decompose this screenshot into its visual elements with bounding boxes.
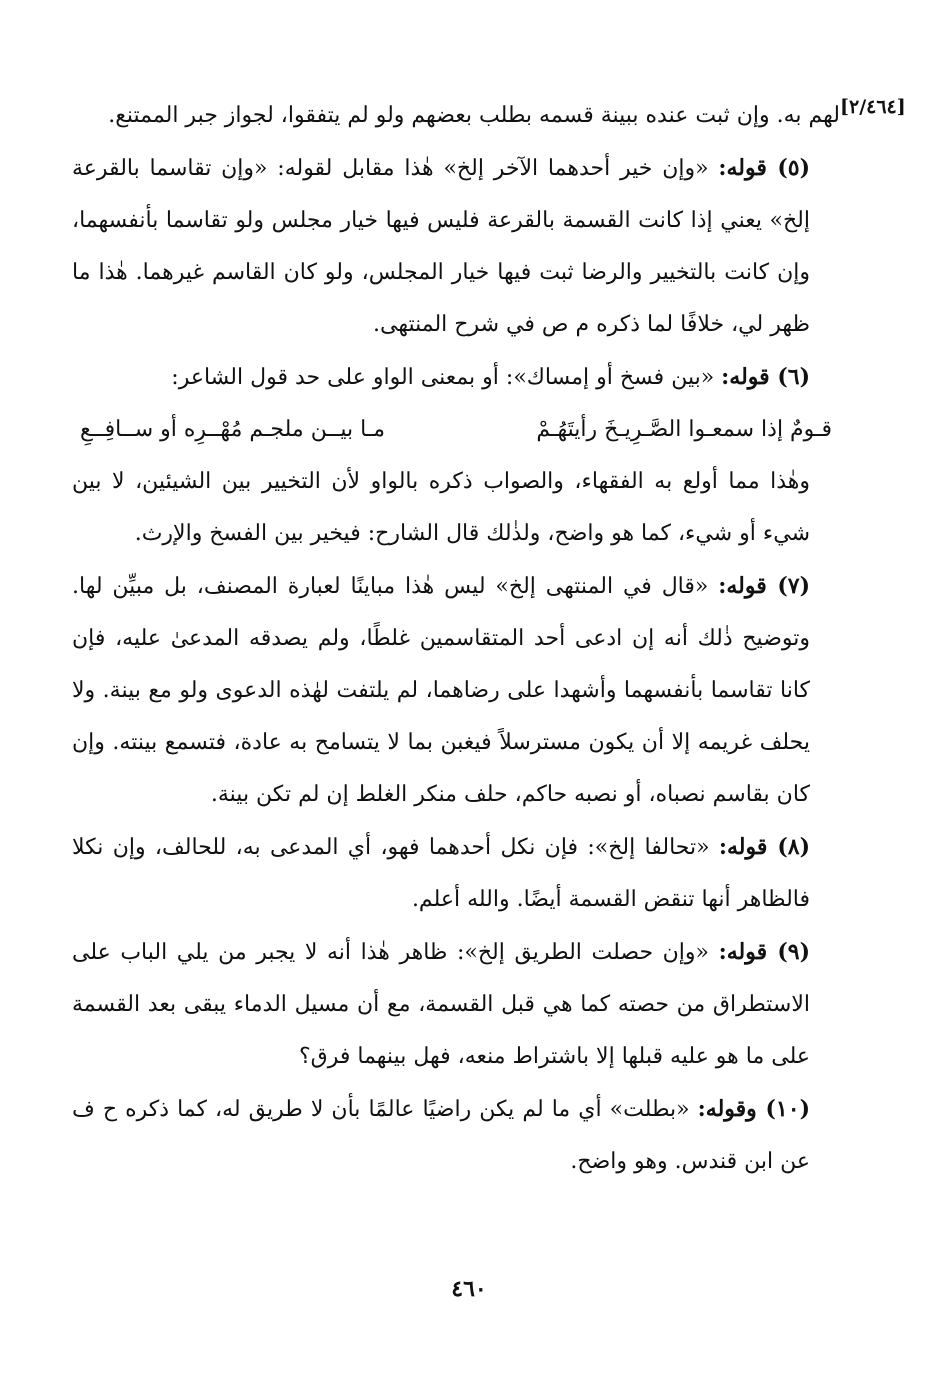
note-lead: (٥) قوله:	[718, 155, 810, 181]
note-6-continuation	[72, 456, 840, 560]
note-text: «بين فسخ أو إمساك»: أو بمعنى الواو على حد قول الشاعر:	[171, 365, 715, 390]
note-text: «وإن حصلت الطريق إلخ»: ظاهر هٰذا أنه لا يجبر من يلي الباب على الاستطراق من حصته كما هي قبل القسمة، مع أن مسيل الدماء يبقى بعد القسمة على ما هو عليه قبلها إلا باشتراط منعه، فهل بينهما فرق؟	[72, 940, 811, 1069]
note-lead: (٩) قوله:	[718, 939, 810, 965]
note-10	[72, 1083, 840, 1188]
note-text: «قال في المنتهى إلخ» ليس هٰذا مباينًا لعبارة المصنف، بل مبيِّن لها. وتوضيح ذٰلك أنه إن ادعى أحد المتقاسمين غلطًا، ولم يصدقه المدعىٰ عليه، فإن كانا تقاسما بأنفسهما وأشهدا على رضاهما، لم يلتفت لهٰذه الدعوى ولو مع بينة. ولا يحلف غريمه إلا أن يكون مسترسلاً فيغبن بما لا يتسامح به عادة، فتسمع بينته. وإن كان بقاسم نصباه، أو نصبه حاكم، حلف منكر الغلط إن لم تكن بينة.	[72, 574, 810, 807]
note-text: «تحالفا إلخ»: فإن نكل أحدهما فهو، أي المدعى به، للحالف، وإن نكلا فالظاهر أنها تنقض القسمة أيضًا. والله أعلم.	[72, 835, 810, 912]
margin-volume-page-ref: [٢/٤٦٤]	[840, 96, 906, 118]
paragraph-text: لهم به. وإن ثبت عنده ببينة قسمه بطلب بعضهم ولو لم يتفقوا، لجواز جبر الممتنع.	[108, 103, 840, 128]
commentary-text	[72, 90, 840, 1188]
note-lead: (١٠) وقوله:	[697, 1096, 810, 1122]
page-number: ٤٦٠	[451, 1276, 487, 1302]
poetry-verse	[72, 404, 840, 456]
verse-first-hemistich: قـومٌ إذا سمعـوا الصَّـرِيـخَ رأيتَهُـمْ	[536, 417, 832, 442]
paragraph-continuation	[72, 90, 840, 142]
note-5	[72, 142, 840, 351]
note-8	[72, 821, 840, 926]
note-lead: (٨) قوله:	[718, 834, 810, 860]
note-9	[72, 926, 840, 1083]
note-text: «بطلت» أي ما لم يكن راضيًا عالمًا بأن لا طريق له، كما ذكره ح ف عن ابن قندس. وهو واضح.	[72, 1097, 810, 1174]
verse-second-hemistich: مـا بيــن ملجـم مُهْــرِه أو ســافِــعِ	[80, 417, 386, 442]
note-lead: (٧) قوله:	[718, 573, 810, 599]
paragraph-text: وهٰذا مما أولع به الفقهاء، والصواب ذكره بالواو لأن التخيير بين الشيئين، لا بين شيء أو شيء، كما هو واضح، ولذٰلك قال الشارح: فيخير بين الفسخ والإرث.	[72, 469, 810, 546]
note-6	[72, 351, 840, 404]
note-7	[72, 560, 840, 821]
note-lead: (٦) قوله:	[721, 364, 810, 390]
note-text: «وإن خير أحدهما الآخر إلخ» هٰذا مقابل لقوله: «وإن تقاسما بالقرعة إلخ» يعني إذا كانت القسمة بالقرعة فليس فيها خيار مجلس ولو تقاسما بأنفسهما، وإن كانت بالتخيير والرضا ثبت فيها خيار المجلس، ولو كان القاسم غيرهما. هٰذا ما ظهر لي، خلافًا لما ذكره م ص في شرح المنتهى.	[72, 156, 810, 337]
